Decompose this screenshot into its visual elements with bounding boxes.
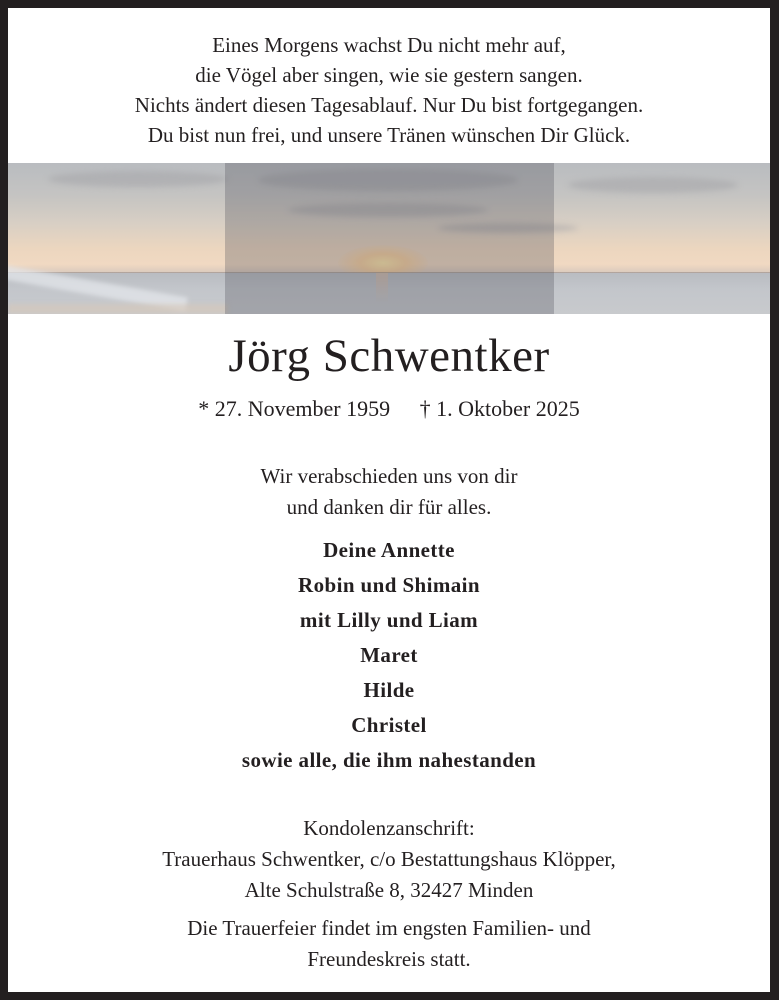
banner-center-panel bbox=[225, 163, 554, 314]
poem-line: Eines Morgens wachst Du nicht mehr auf, bbox=[212, 33, 566, 57]
poem-line: Nichts ändert diesen Tagesablauf. Nur Du bist fortgegangen. bbox=[134, 93, 644, 117]
ceremony-note bbox=[8, 913, 770, 975]
poem bbox=[8, 30, 770, 150]
cloud bbox=[568, 177, 738, 193]
deceased-name: Jörg Schwentker bbox=[228, 330, 550, 382]
farewell-line: und danken dir für alles. bbox=[286, 495, 492, 519]
ceremony-line: Freundeskreis statt. bbox=[307, 947, 471, 971]
mourners-list bbox=[8, 533, 770, 778]
cloud bbox=[48, 171, 228, 187]
farewell-line: Wir verabschieden uns von dir bbox=[260, 464, 518, 488]
poem-line: Du bist nun frei, und unsere Tränen wünschen Dir Glück. bbox=[147, 123, 631, 147]
condolence-label: Kondolenzanschrift: bbox=[303, 816, 475, 840]
address-line: Alte Schulstraße 8, 32427 Minden bbox=[244, 878, 534, 902]
mourner: Christel bbox=[351, 713, 427, 737]
death-date: 1. Oktober 2025 bbox=[436, 396, 580, 421]
farewell-text bbox=[8, 461, 770, 523]
life-dates bbox=[8, 394, 770, 424]
mourner: Deine Annette bbox=[323, 538, 455, 562]
birth-star-icon: * bbox=[198, 396, 210, 421]
mourner: Robin und Shimain bbox=[298, 573, 480, 597]
address-line: Trauerhaus Schwentker, c/o Bestattungshaus Klöpper, bbox=[162, 847, 616, 871]
cross-icon: † bbox=[419, 396, 431, 421]
sunset-banner-image bbox=[8, 163, 770, 314]
mourner: Hilde bbox=[363, 678, 415, 702]
obituary-card bbox=[8, 8, 770, 992]
poem-line: die Vögel aber singen, wie sie gestern sangen. bbox=[195, 63, 583, 87]
mourner: mit Lilly und Liam bbox=[299, 608, 479, 632]
birth-date: 27. November 1959 bbox=[214, 396, 391, 421]
ceremony-line: Die Trauerfeier findet im engsten Familien- und bbox=[187, 916, 591, 940]
sand bbox=[8, 304, 228, 314]
condolence-address bbox=[8, 813, 770, 906]
mourner: sowie alle, die ihm nahestanden bbox=[241, 748, 537, 772]
mourner: Maret bbox=[360, 643, 418, 667]
